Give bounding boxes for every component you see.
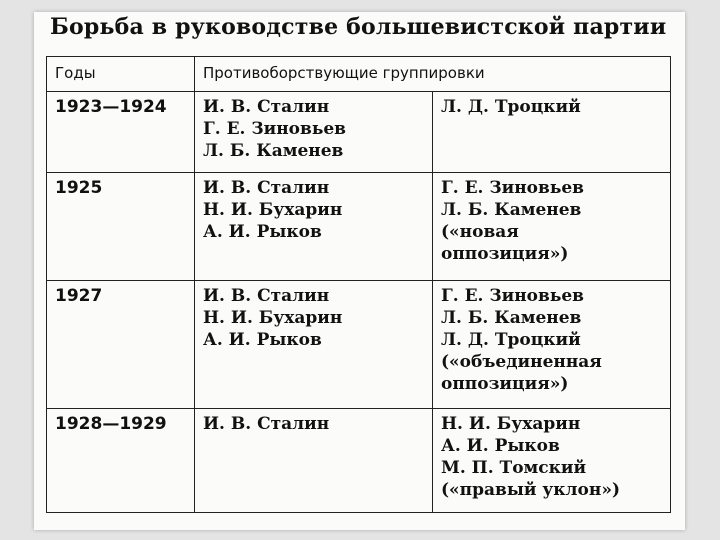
name-line: («новая (441, 222, 519, 242)
table-row (47, 173, 671, 281)
name-line: И. В. Сталин (203, 178, 330, 198)
table-row (47, 409, 671, 513)
table-row (47, 92, 671, 173)
name-line: («объединенная (441, 352, 602, 372)
left-group-cell (195, 409, 433, 513)
name-line: Л. Б. Каменев (441, 200, 582, 220)
page-title: Борьба в руководстве большевистской партии (50, 14, 667, 40)
year-cell: 1927 (47, 281, 195, 409)
name-line: И. В. Сталин (203, 97, 330, 117)
factions-table (46, 56, 671, 513)
name-line: Л. Д. Троцкий (441, 97, 581, 117)
right-group-cell (433, 92, 671, 173)
name-line: И. В. Сталин (203, 286, 330, 306)
table-row (47, 281, 671, 409)
name-line: А. И. Рыков (203, 222, 322, 242)
left-group-cell (195, 173, 433, 281)
name-line: Л. Б. Каменев (203, 141, 344, 161)
year-cell: 1923—1924 (47, 92, 195, 173)
table-header-row (47, 57, 671, 92)
right-group-cell (433, 173, 671, 281)
name-line: оппозиция») (441, 374, 569, 394)
left-group-cell (195, 281, 433, 409)
name-line: Н. И. Бухарин (441, 414, 581, 434)
name-line: («правый уклон») (441, 480, 620, 500)
name-line: Л. Б. Каменев (441, 308, 582, 328)
name-line: оппозиция») (441, 244, 569, 264)
name-line: А. И. Рыков (203, 330, 322, 350)
name-line: А. И. Рыков (441, 436, 560, 456)
year-cell: 1928—1929 (47, 409, 195, 513)
header-years: Годы (47, 57, 195, 92)
document-page (34, 12, 685, 530)
name-line: Г. Е. Зиновьев (203, 119, 346, 139)
right-group-cell (433, 409, 671, 513)
year-cell: 1925 (47, 173, 195, 281)
name-line: Н. И. Бухарин (203, 308, 343, 328)
header-groups: Противоборствующие группировки (195, 57, 671, 92)
name-line: М. П. Томский (441, 458, 587, 478)
name-line: И. В. Сталин (203, 414, 330, 434)
name-line: Г. Е. Зиновьев (441, 178, 584, 198)
name-line: Л. Д. Троцкий (441, 330, 581, 350)
left-group-cell (195, 92, 433, 173)
name-line: Г. Е. Зиновьев (441, 286, 584, 306)
right-group-cell (433, 281, 671, 409)
name-line: Н. И. Бухарин (203, 200, 343, 220)
